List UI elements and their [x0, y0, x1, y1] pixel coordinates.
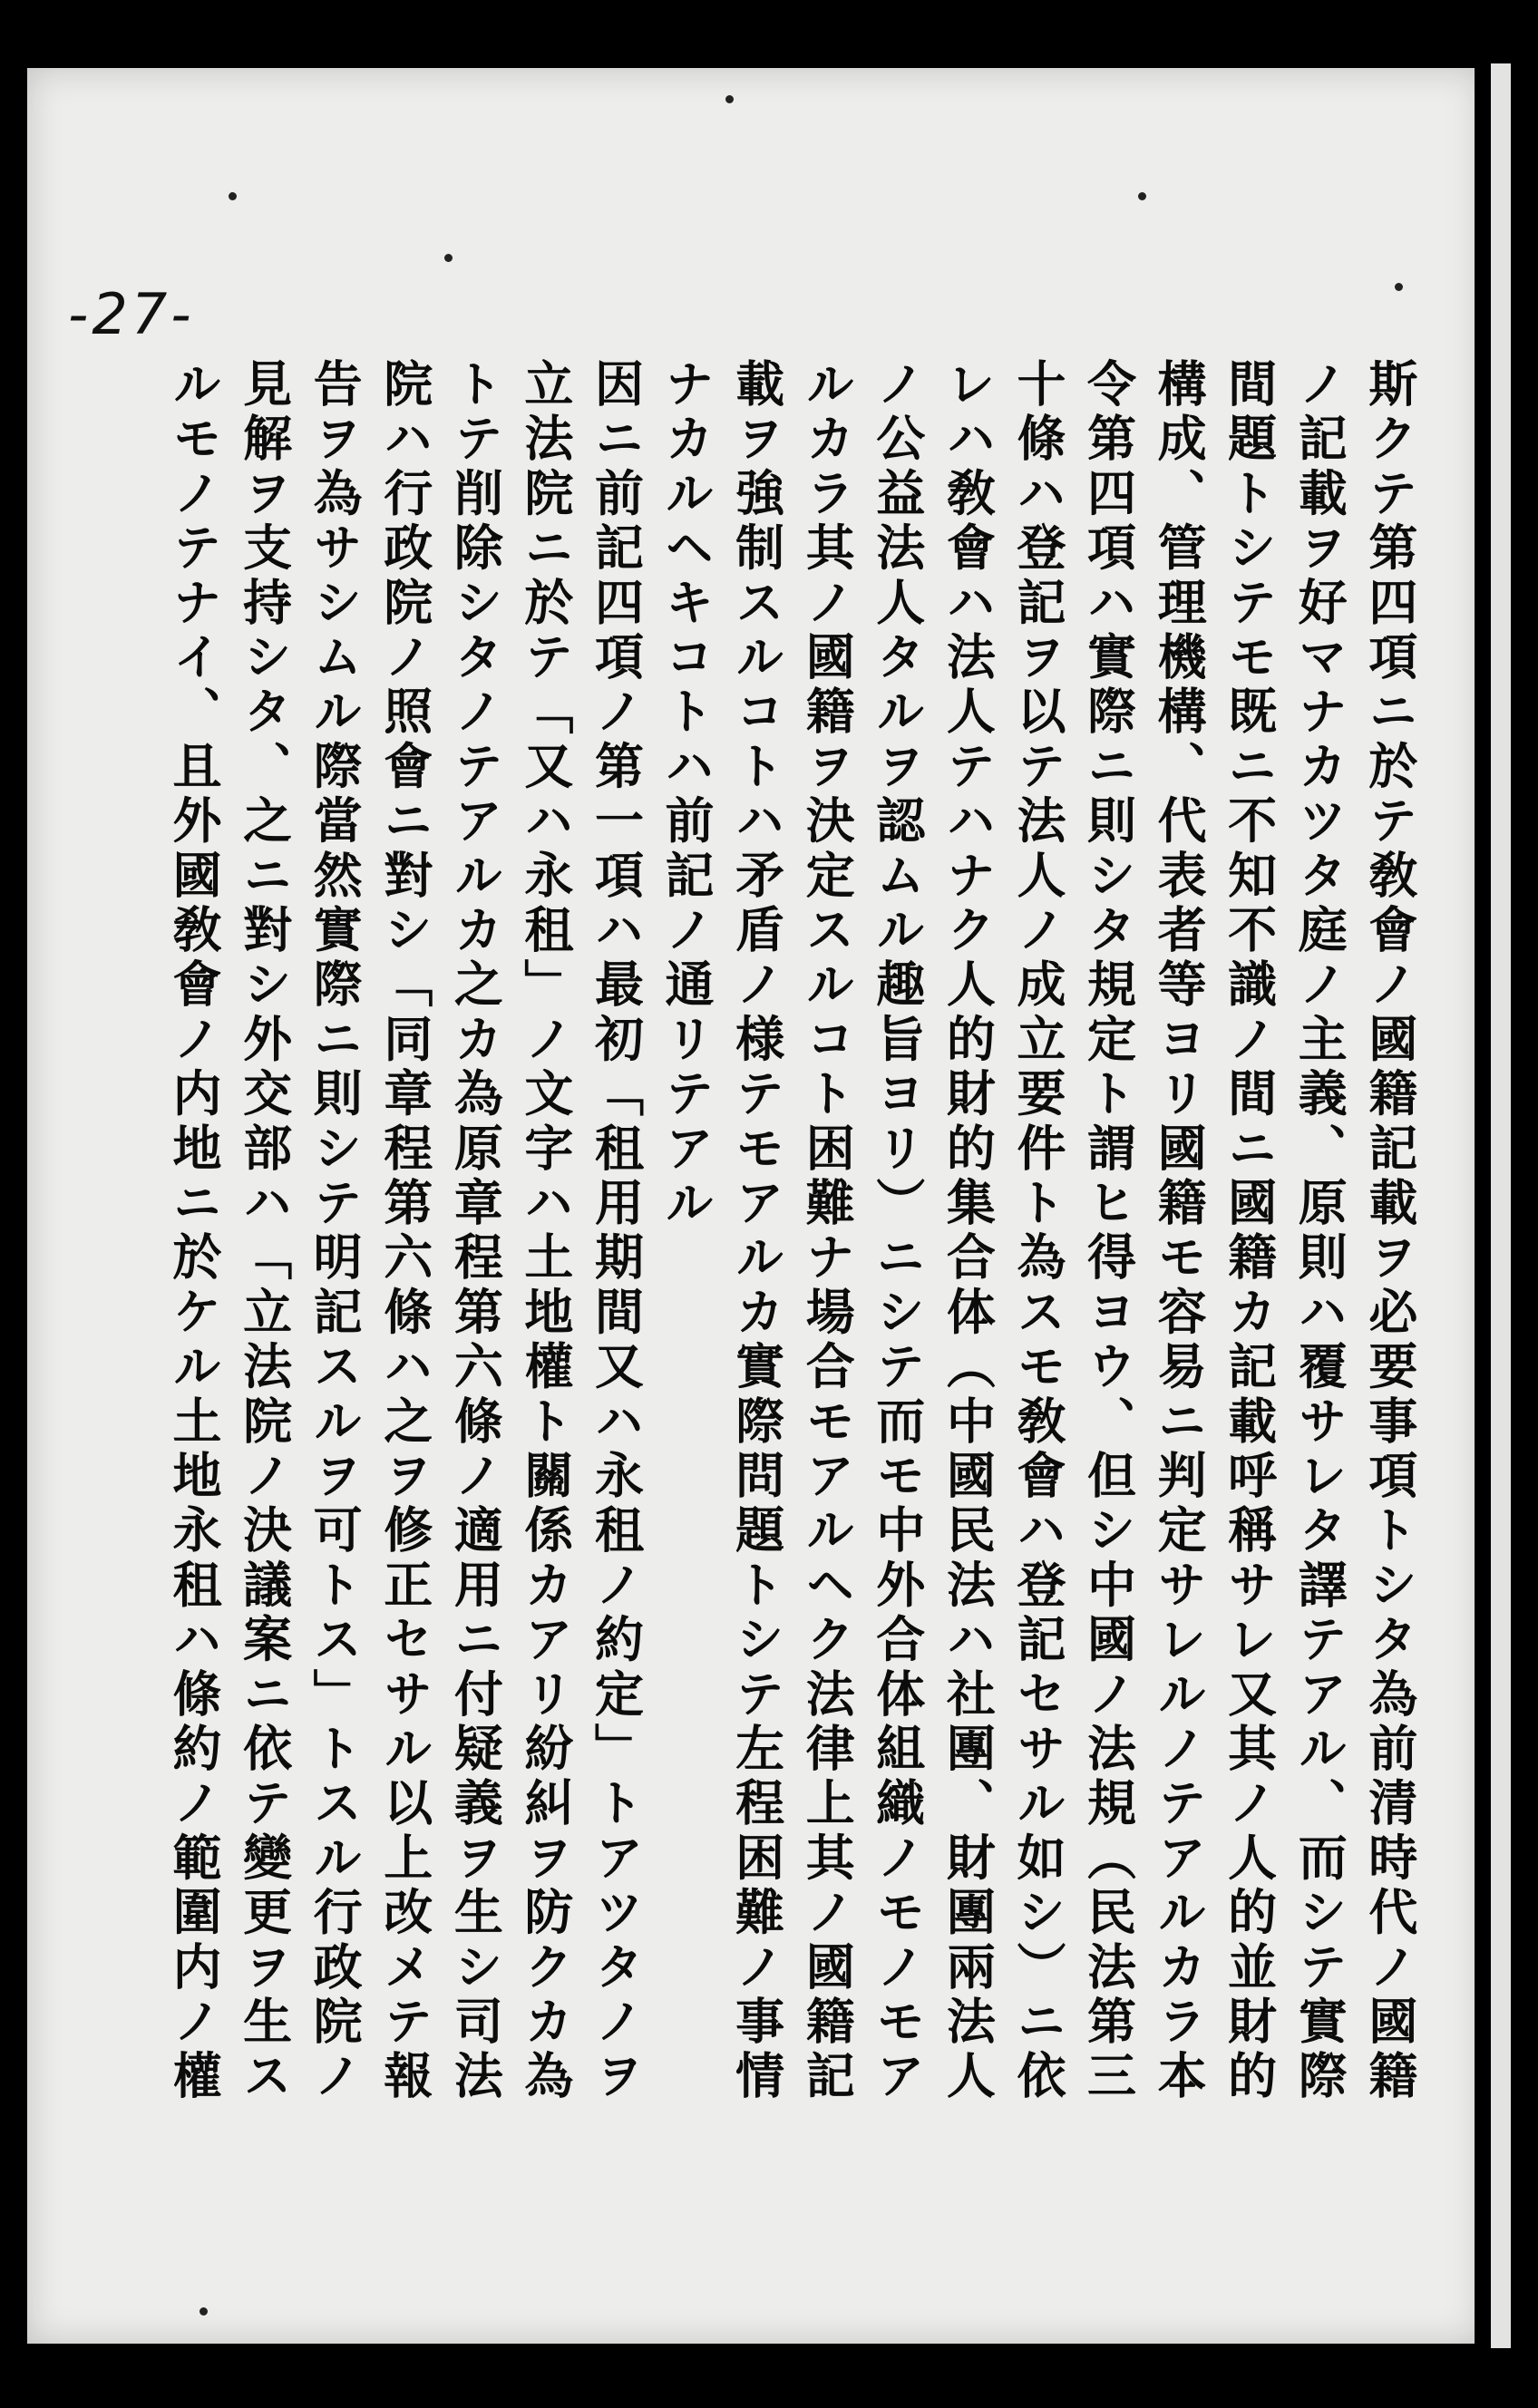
text-columns [150, 358, 1419, 2298]
page-number: -27- [68, 281, 195, 347]
speck [200, 2307, 208, 2316]
speck [1138, 192, 1146, 200]
text-column: 見解ヲ支持シタ、之ニ對シ外交部ハ「立法院ノ決議案ニ依テ變更ヲ生ス [235, 358, 294, 2105]
text-column: 令第四項ハ實際ニ則シタ規定ト謂ヒ得ヨウ、但シ中國ノ法規（民法第三 [1079, 358, 1138, 2105]
text-column: 斯クテ第四項ニ於テ敎會ノ國籍記載ヲ必要事項トシタ為前清時代ノ國籍 [1360, 358, 1419, 2105]
text-column: ノ公益法人タルヲ認ムル趣旨ヨリ）ニシテ而モ中外合体組織ノモノモア [868, 358, 927, 2105]
text-column: 立法院ニ於テ「又ハ永租」ノ文字ハ土地權ト關係カアリ紛糾ヲ防クカ為 [516, 358, 575, 2105]
text-column: ルカラ其ノ國籍ヲ決定スルコト困難ナ場合モアルヘク法律上其ノ國籍記 [798, 358, 857, 2105]
speck [1395, 283, 1403, 291]
page-gutter [1475, 63, 1491, 2348]
text-column: 十條ハ登記ヲ以テ法人ノ成立要件ト為スモ敎會ハ登記セサル如シ）ニ依 [1008, 358, 1067, 2105]
text-column: 告ヲ為サシムル際當然實際ニ則シテ明記スルヲ可トス」トスル行政院ノ [306, 358, 365, 2105]
text-column: 構成、管理機構、代表者等ヨリ國籍モ容易ニ判定サレルノテアルカラ本 [1150, 358, 1209, 2105]
text-column: 因ニ前記四項ノ第一項ハ最初「租用期間又ハ永租ノ約定」トアツタノヲ [587, 358, 646, 2105]
speck [444, 254, 453, 262]
next-page-edge [1491, 63, 1511, 2348]
speck [229, 192, 237, 200]
text-column: 間題トシテモ既ニ不知不識ノ間ニ國籍カ記載呼稱サレ又其ノ人的並財的 [1220, 358, 1279, 2105]
text-column: ルモノテナイ、且外國敎會ノ内地ニ於ケル土地永租ハ條約ノ範圍内ノ權 [165, 358, 223, 2105]
text-column: トテ削除シタノテアルカ之カ為原章程第六條ノ適用ニ付疑義ヲ生シ司法 [446, 358, 505, 2105]
speck [725, 95, 734, 103]
text-column: レハ敎會ハ法人テハナク人的財的集合体（中國民法ハ社團、財團兩法人 [939, 358, 998, 2105]
text-column: 載ヲ強制スルコトハ矛盾ノ様テモアルカ實際問題トシテ左程困難ノ事情 [727, 358, 786, 2105]
text-column: 院ハ行政院ノ照會ニ對シ「同章程第六條ハ之ヲ修正セサル以上改メテ報 [375, 358, 434, 2105]
text-column: ノ記載ヲ好マナカツタ庭ノ主義、原則ハ覆サレタ譯テアル、而シテ實際 [1290, 358, 1349, 2105]
text-column: ナカルヘキコトハ前記ノ通リテアル [657, 358, 716, 1232]
